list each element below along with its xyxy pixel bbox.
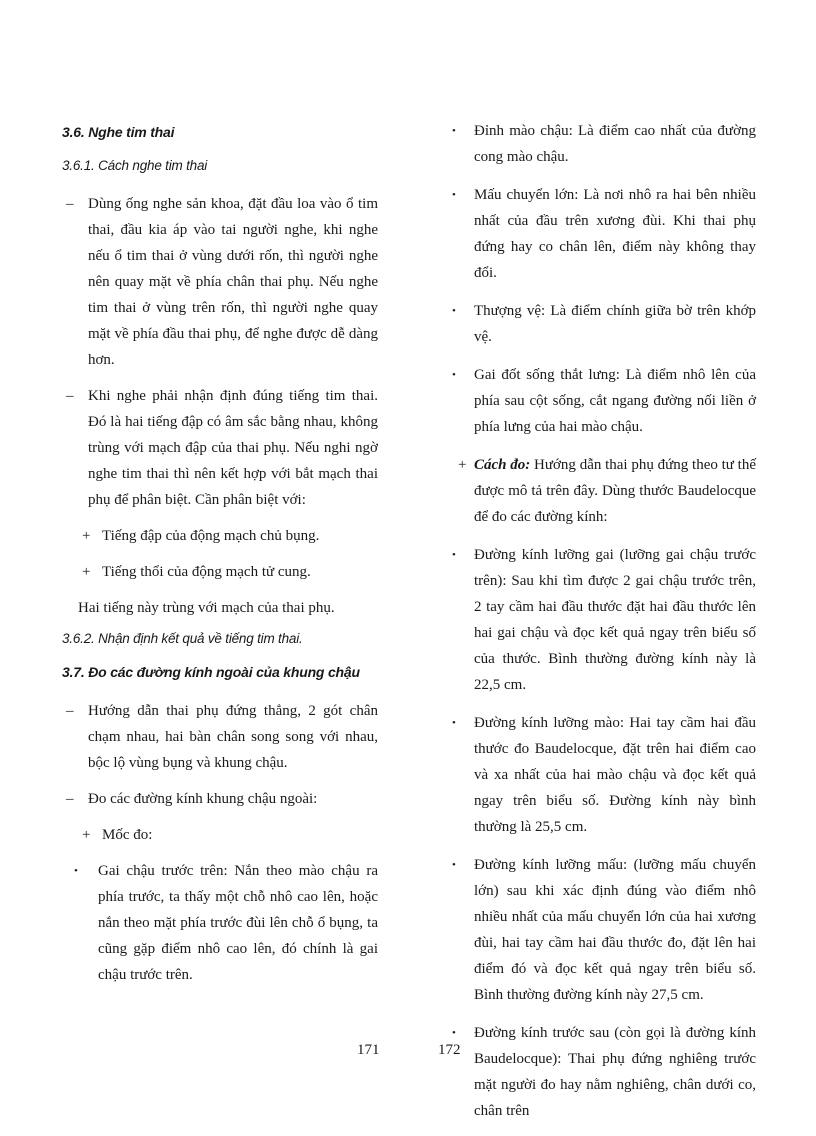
list-item (62, 858, 378, 988)
bullet-marker: • (452, 189, 456, 201)
paragraph: Hai tiếng này trùng với mạch của thai phụ. (78, 600, 335, 616)
plus-marker: + (82, 528, 91, 544)
left-column (62, 118, 378, 998)
plus-marker: + (82, 564, 91, 580)
item-text: Thượng vệ: Là điểm chính giữa bờ trên khớp vệ. (474, 303, 756, 345)
list-item (62, 559, 378, 585)
bullet-marker: • (452, 125, 456, 137)
dash-marker: – (66, 703, 74, 719)
item-text: Đường kính trước sau (còn gọi là đường kính Baudelocque): Thai phụ đứng nghiêng trước mặt người đo hay nằm nghiêng, chân dưới co, chân trên (474, 1025, 756, 1119)
section-heading-3-7: 3.7. Đo các đường kính ngoài của khung chậu (62, 664, 360, 680)
list-item (62, 822, 378, 848)
item-text: Gai đốt sống thắt lưng: Là điểm nhô lên của phía sau cột sống, cắt ngang đường nối liền ở phía lưng của hai mào chậu. (474, 367, 756, 435)
section-heading-3-6: 3.6. Nghe tim thai (62, 124, 175, 140)
page-number-right: 172 (438, 1042, 461, 1058)
item-text: Mấu chuyển lớn: Là nơi nhô ra hai bên nhiều nhất của đầu trên xương đùi. Khi thai phụ đứng hay co chân lên, điểm này không thay đổi. (474, 187, 756, 281)
list-item (62, 383, 378, 513)
bullet-marker: • (452, 305, 456, 317)
bullet-marker: • (452, 549, 456, 561)
list-item (446, 362, 756, 440)
dash-marker: – (66, 791, 74, 807)
item-text: Gai chậu trước trên: Nắn theo mào chậu ra phía trước, ta thấy một chỗ nhô cao lên, hoặc nắn theo mặt phía trước đùi lên chỗ ổ bụng, ta cũng gặp điểm nhô cao lên, đó chính là gai chậu trước trên. (98, 863, 378, 983)
list-item (446, 118, 756, 170)
bullet-marker: • (452, 369, 456, 381)
list-item (62, 698, 378, 776)
list-item (62, 191, 378, 373)
list-item (62, 786, 378, 812)
bullet-marker: • (452, 859, 456, 871)
measure-method-label: Cách đo: (474, 457, 531, 473)
list-item (446, 852, 756, 1008)
item-text: Khi nghe phải nhận định đúng tiếng tim thai. Đó là hai tiếng đập có âm sắc bằng nhau, không trùng với mạch đập của thai phụ. Nếu nghi ngờ nghe tim thai thì nên kết hợp với bắt mạch thai phụ để phân biệt. Cần phân biệt với: (88, 388, 378, 508)
bullet-marker: • (452, 717, 456, 729)
item-text: Mốc đo: (102, 827, 153, 843)
right-column (446, 118, 756, 1136)
plus-marker: + (82, 827, 91, 843)
list-item (446, 452, 756, 530)
item-text: Đỉnh mào chậu: Là điểm cao nhất của đường cong mào chậu. (474, 123, 756, 165)
item-text: Đường kính lưỡng gai (lưỡng gai chậu trước trên): Sau khi tìm được 2 gai chậu trước trên, 2 tay cầm hai đầu thước đặt hai đầu thước lên hai gai chậu và đọc kết quả ngay trên biểu số của thước. Bình thường đường kính này là 22,5 cm. (474, 547, 756, 693)
list-item (446, 710, 756, 840)
list-item (446, 182, 756, 286)
subheading-3-6-1: 3.6.1. Cách nghe tim thai (62, 158, 208, 173)
list-item (62, 523, 378, 549)
plus-marker: + (458, 457, 467, 473)
item-text: Tiếng thổi của động mạch tử cung. (102, 564, 311, 580)
subheading-3-6-2: 3.6.2. Nhận định kết quả về tiếng tim thai. (62, 631, 303, 646)
item-text: Hướng dẫn thai phụ đứng theo tư thế được mô tả trên đây. Dùng thước Baudelocque để đo các đường kính: (474, 457, 756, 525)
item-text: Dùng ống nghe sản khoa, đặt đầu loa vào ổ tim thai, đầu kia áp vào tai người nghe, khi nghe nếu ổ tim thai ở vùng dưới rốn, thì người nghe nên quay mặt về phía chân thai phụ. Nếu nghe tim thai ở vùng trên rốn, thì người nghe quay mặt về phía đầu thai phụ, để nghe được dễ dàng hơn. (88, 196, 378, 368)
dash-marker: – (66, 388, 74, 404)
item-text: Hướng dẫn thai phụ đứng thẳng, 2 gót chân chạm nhau, hai bàn chân song song với nhau, bộc lộ vùng bụng và khung chậu. (88, 703, 378, 771)
item-text: Đo các đường kính khung chậu ngoài: (88, 791, 318, 807)
dash-marker: – (66, 196, 74, 212)
bullet-marker: • (74, 865, 78, 877)
list-item (446, 542, 756, 698)
item-text: Tiếng đập của động mạch chủ bụng. (102, 528, 320, 544)
list-item (446, 1020, 756, 1124)
page-number-left: 171 (357, 1042, 380, 1058)
bullet-marker: • (452, 1027, 456, 1039)
item-text: Đường kính lưỡng mào: Hai tay cầm hai đầu thước đo Baudelocque, đặt trên hai điểm cao và xa nhất của hai mào chậu và đọc kết quả ngay trên biểu số. Đường kính này bình thường là 25,5 cm. (474, 715, 756, 835)
list-item (446, 298, 756, 350)
item-text: Đường kính lưỡng mấu: (lưỡng mấu chuyển lớn) sau khi xác định đúng vào điểm nhô nhiều nhất của mấu chuyển lớn của hai xương đùi, hai tay cầm hai đầu thước đo, đặt lên hai điểm đó và đọc kết quả ngay trên biểu số. Bình thường đường kính này 27,5 cm. (474, 857, 756, 1003)
